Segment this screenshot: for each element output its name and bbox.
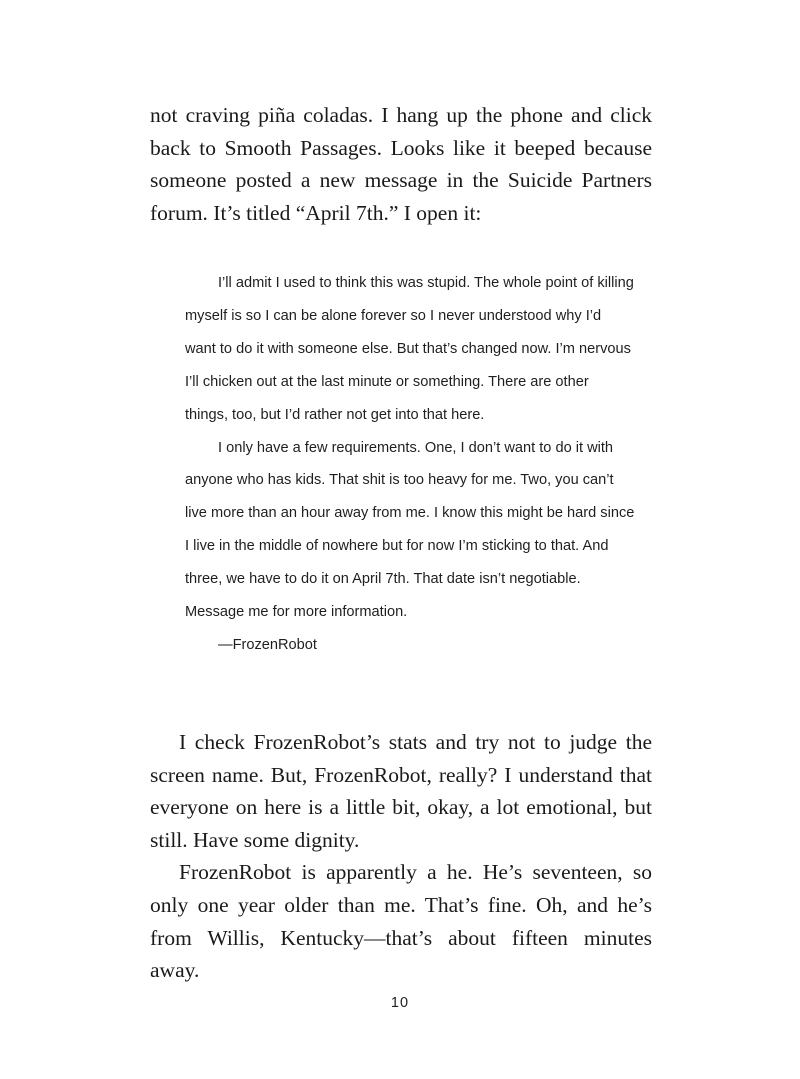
intro-text [150, 99, 652, 229]
forum-post-paragraph-1: I’ll admit I used to think this was stupid. The whole point of killing myself is so I can be alone forever so I never understood why I’d want to do it with someone else. But that’s changed now. I’m nervous I’ll chicken out at the last minute or something. There are other things, too, but I’d rather not get into that here. [185, 275, 634, 423]
outro-paragraph-1: I check FrozenRobot’s stats and try not to judge the screen name. But, FrozenRobot, really? I understand that everyone on here is a little bit, okay, a lot emotional, but still. Have some dignity. [150, 730, 652, 852]
forum-post-paragraph-2: I only have a few requirements. One, I don’t want to do it with anyone who has kids. That shit is too heavy for me. Two, you can’t live more than an hour away from me. I know this might be hard since I live in the middle of nowhere but for now I’m sticking to that. And three, we have to do it on April 7th. That date isn’t negotiable. Message me for more information. [185, 439, 635, 621]
intro-paragraph: not craving piña coladas. I hang up the phone and click back to Smooth Passages. Looks like it beeped because someone posted a new message in the Suicide Partners forum. It’s titled “April 7th.” I open it: [150, 103, 652, 225]
forum-post-signature: —FrozenRobot [218, 636, 317, 653]
outro-paragraph-2: FrozenRobot is apparently a he. He’s seventeen, so only one year older than me. That’s fine. Oh, and he’s from Willis, Kentucky—that’s about fifteen minutes away. [150, 860, 652, 983]
outro-text [150, 726, 652, 987]
page-number: 10 [390, 995, 410, 1011]
forum-post [185, 267, 635, 662]
